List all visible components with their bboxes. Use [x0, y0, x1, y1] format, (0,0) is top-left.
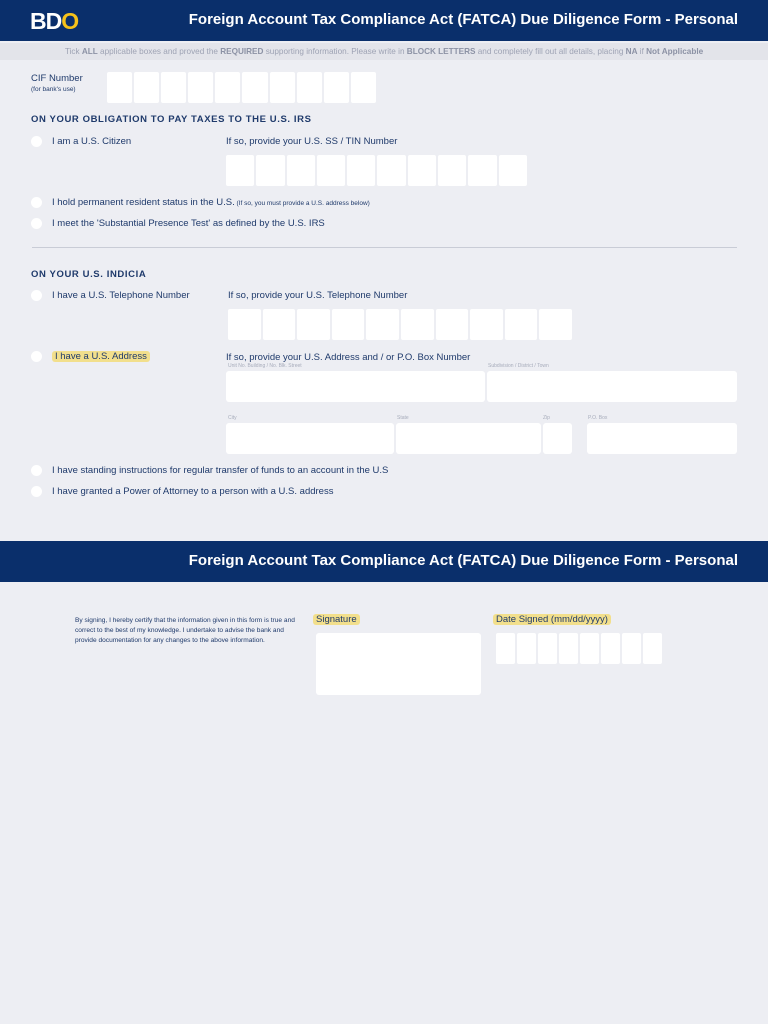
citizen-label: I am a U.S. Citizen: [52, 136, 132, 147]
tin-cell[interactable]: [317, 155, 345, 186]
telephone-cell[interactable]: [228, 309, 261, 340]
cif-label: CIF Number: [31, 73, 83, 84]
city-input[interactable]: [226, 423, 394, 454]
telephone-cell[interactable]: [539, 309, 572, 340]
date-cell[interactable]: [538, 633, 557, 664]
telephone-prompt: If so, provide your U.S. Telephone Number: [228, 290, 408, 301]
telephone-field[interactable]: [228, 309, 572, 340]
telephone-radio[interactable]: [31, 290, 42, 301]
date-cell[interactable]: [622, 633, 641, 664]
cif-cell[interactable]: [215, 72, 240, 103]
unit-label: Unit No. Building / No. Blk. Street: [228, 363, 302, 369]
subdivision-input[interactable]: [487, 371, 737, 402]
indicia-heading: ON YOUR U.S. INDICIA: [31, 269, 147, 280]
cif-cell[interactable]: [107, 72, 132, 103]
subdivision-label: Subdivision / District / Town: [488, 363, 549, 369]
city-label: City: [228, 415, 237, 421]
telephone-cell[interactable]: [505, 309, 538, 340]
zip-label: Zip: [543, 415, 550, 421]
date-signed-label: Date Signed (mm/dd/yyyy): [493, 614, 611, 625]
cif-cell[interactable]: [297, 72, 322, 103]
date-cell[interactable]: [601, 633, 620, 664]
state-input[interactable]: [396, 423, 541, 454]
form-title-2: Foreign Account Tax Compliance Act (FATCA) Due Diligence Form - Personal: [188, 552, 738, 569]
address-prompt: If so, provide your U.S. Address and / or P.O. Box Number: [226, 352, 471, 363]
telephone-cell[interactable]: [332, 309, 365, 340]
bdo-logo: BDO: [30, 8, 79, 34]
date-cell[interactable]: [496, 633, 515, 664]
cif-cell[interactable]: [270, 72, 295, 103]
tin-prompt: If so, provide your U.S. SS / TIN Number: [226, 136, 398, 147]
state-label: State: [397, 415, 409, 421]
resident-label: I hold permanent resident status in the U.S. (If so, you must provide a U.S. address below): [52, 197, 370, 208]
standing-radio[interactable]: [31, 465, 42, 476]
unit-street-input[interactable]: [226, 371, 485, 402]
telephone-cell[interactable]: [366, 309, 399, 340]
instructions-banner: Tick ALL applicable boxes and proved the REQUIRED supporting information. Please write in BLOCK LETTERS and completely fill out all details, placing NA if Not Applicable: [0, 43, 768, 60]
attorney-radio[interactable]: [31, 486, 42, 497]
tin-cell[interactable]: [256, 155, 284, 186]
section-divider: [32, 247, 737, 248]
cif-cell[interactable]: [351, 72, 376, 103]
standing-label: I have standing instructions for regular transfer of funds to an account in the U.S: [52, 465, 389, 476]
obligation-heading: ON YOUR OBLIGATION TO PAY TAXES TO THE U.S. IRS: [31, 114, 312, 125]
cif-sublabel: (for bank's use): [31, 86, 76, 93]
citizen-radio[interactable]: [31, 136, 42, 147]
telephone-label: I have a U.S. Telephone Number: [52, 290, 190, 301]
tin-field[interactable]: [226, 155, 527, 186]
page-header-2: [0, 541, 768, 582]
tin-cell[interactable]: [287, 155, 315, 186]
telephone-cell[interactable]: [263, 309, 296, 340]
signature-label: Signature: [313, 614, 360, 625]
cif-cell[interactable]: [188, 72, 213, 103]
presence-radio[interactable]: [31, 218, 42, 229]
cif-cell[interactable]: [242, 72, 267, 103]
cif-cell[interactable]: [324, 72, 349, 103]
tin-cell[interactable]: [226, 155, 254, 186]
address-label: I have a U.S. Address: [52, 351, 150, 362]
telephone-cell[interactable]: [297, 309, 330, 340]
pobox-label: P.O. Box: [588, 415, 608, 421]
page-header: [0, 0, 768, 41]
address-radio[interactable]: [31, 351, 42, 362]
tin-cell[interactable]: [377, 155, 405, 186]
telephone-cell[interactable]: [470, 309, 503, 340]
tin-cell[interactable]: [499, 155, 527, 186]
tin-cell[interactable]: [408, 155, 436, 186]
pobox-input[interactable]: [587, 423, 737, 454]
cif-cell[interactable]: [161, 72, 186, 103]
tin-cell[interactable]: [468, 155, 496, 186]
attorney-label: I have granted a Power of Attorney to a person with a U.S. address: [52, 486, 334, 497]
tin-cell[interactable]: [347, 155, 375, 186]
date-cell[interactable]: [517, 633, 536, 664]
date-signed-field[interactable]: [496, 633, 662, 664]
cif-number-field[interactable]: [107, 72, 376, 103]
date-cell[interactable]: [643, 633, 662, 664]
signature-box[interactable]: [316, 633, 481, 695]
resident-radio[interactable]: [31, 197, 42, 208]
date-cell[interactable]: [559, 633, 578, 664]
certification-text: By signing, I hereby certify that the information given in this form is true and correct to the best of my knowledge. I undertake to advise the bank and provide documentation for any changes to the above information.: [75, 617, 295, 644]
date-cell[interactable]: [580, 633, 599, 664]
presence-label: I meet the 'Substantial Presence Test' as defined by the U.S. IRS: [52, 218, 325, 229]
telephone-cell[interactable]: [401, 309, 434, 340]
resident-note: (If so, you must provide a U.S. address below): [234, 200, 370, 207]
zip-input[interactable]: [543, 423, 572, 454]
form-title: Foreign Account Tax Compliance Act (FATCA) Due Diligence Form - Personal: [188, 11, 738, 28]
tin-cell[interactable]: [438, 155, 466, 186]
telephone-cell[interactable]: [436, 309, 469, 340]
cif-cell[interactable]: [134, 72, 159, 103]
